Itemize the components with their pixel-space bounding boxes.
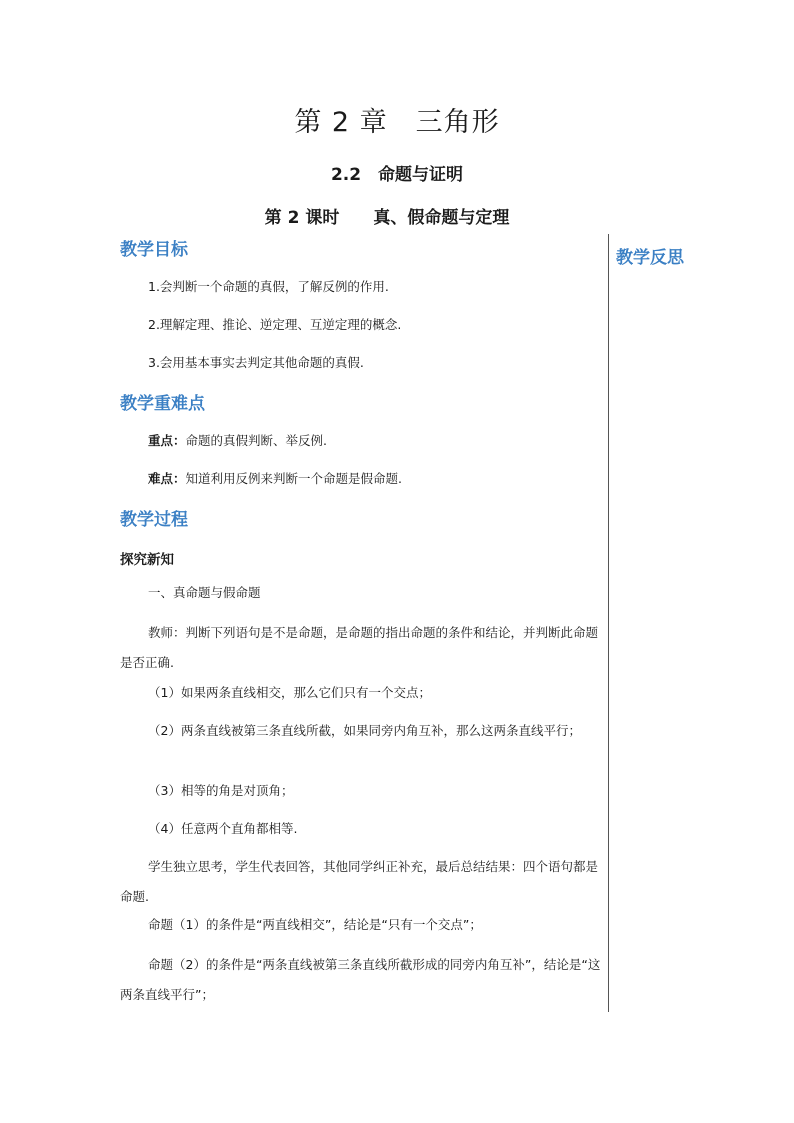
- difficulty-label: 难点：: [148, 471, 186, 486]
- chapter-title: 第 2 章 三角形: [294, 107, 500, 138]
- focus-text: 命题的真假判断、举反例.: [185, 433, 327, 448]
- statement-item: （2）两条直线被第三条直线所截，如果同旁内角互补，那么这两条直线平行；: [148, 723, 581, 738]
- objective-item: 3.会用基本事实去判定其他命题的真假.: [148, 355, 364, 370]
- student-response: 学生独立思考，学生代表回答，其他同学纠正补充，最后总结结果：四个语句都是命题.: [120, 859, 599, 904]
- statement-item: （1）如果两条直线相交，那么它们只有一个交点；: [148, 685, 431, 700]
- reflection-heading: 教学反思: [616, 248, 684, 268]
- part-title: 一、真命题与假命题: [148, 585, 261, 600]
- key-points-heading: 教学重难点: [120, 394, 205, 414]
- process-heading: 教学过程: [120, 510, 188, 530]
- focus-line: [120, 426, 602, 456]
- objectives-heading: 教学目标: [120, 240, 188, 260]
- analysis-line: 命题（1）的条件是“两直线相交”，结论是“只有一个交点”；: [148, 917, 482, 932]
- objective-item: 1.会判断一个命题的真假，了解反例的作用.: [148, 279, 389, 294]
- analysis-line: 命题（2）的条件是“两条直线被第三条直线所截形成的同旁内角互补”，结论是“这两条直线平行”；: [120, 957, 601, 1002]
- statement-item: （4）任意两个直角都相等.: [148, 821, 298, 836]
- lesson-title: 第 2 课时 真、假命题与定理: [264, 208, 510, 228]
- objective-item: 2.理解定理、推论、逆定理、互逆定理的概念.: [148, 317, 402, 332]
- section-title: 2.2 命题与证明: [330, 165, 464, 185]
- difficulty-text: 知道利用反例来判断一个命题是假命题.: [185, 471, 402, 486]
- column-divider: [608, 234, 609, 1012]
- focus-label: 重点：: [148, 433, 186, 448]
- explore-subheading: 探究新知: [120, 552, 174, 568]
- teacher-prompt: 教师：判断下列语句是不是命题，是命题的指出命题的条件和结论，并判断此命题是否正确.: [120, 625, 599, 670]
- statement-item: （3）相等的角是对顶角；: [148, 783, 294, 798]
- difficulty-line: [120, 464, 602, 494]
